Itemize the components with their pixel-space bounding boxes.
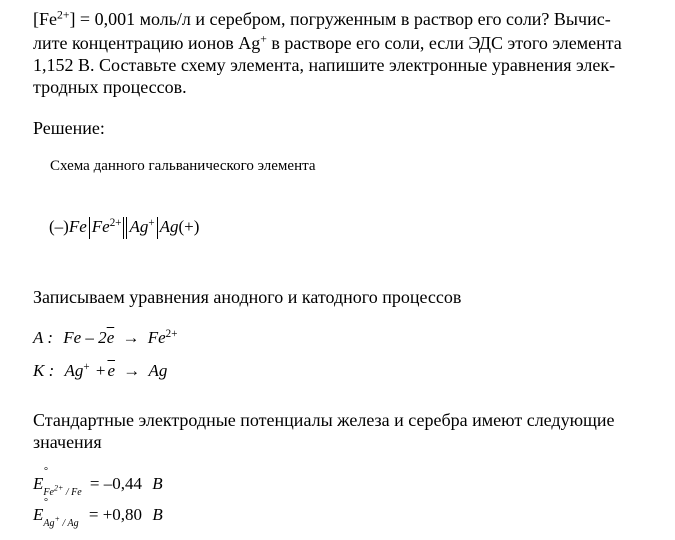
problem-line-2	[33, 32, 622, 54]
anode-sign: (–)	[49, 217, 69, 236]
problem-line-1-pre: [Fe	[33, 9, 57, 29]
potential-fe-degree: °	[44, 466, 48, 477]
potential-ag-sub-charge: +	[54, 514, 60, 524]
cathode-plus: +	[95, 361, 106, 380]
potentials-line-2: значения	[33, 432, 102, 452]
scheme-ion-fe-charge: 2+	[109, 216, 122, 229]
potential-ag-sub-rest: / Ag	[59, 518, 79, 529]
potential-ag-value: = +0,80	[88, 505, 143, 524]
scheme-metal-fe: Fe	[68, 217, 87, 236]
processes-heading: Записываем уравнения анодного и катодного процессов	[33, 287, 462, 307]
scheme-ion-ag: Ag	[129, 217, 149, 236]
potential-fe-value: = –0,44	[89, 474, 143, 493]
scheme-caption: Схема данного гальванического элемента	[50, 158, 316, 174]
ag-charge: +	[260, 32, 267, 46]
anode-electron: $\overline{e}$	[106, 328, 115, 347]
potentials-line-1: Стандартные электродные потенциалы железа и серебра имеют следующие	[33, 410, 615, 430]
salt-bridge	[123, 217, 127, 239]
problem-line-4: тродных процессов.	[33, 77, 187, 97]
potential-fe-unit: B	[152, 474, 163, 493]
fe-charge: 2+	[57, 8, 70, 22]
problem-line-2-pre: лите концентрацию ионов Ag	[33, 33, 261, 53]
problem-line-1	[33, 8, 611, 30]
cathode-equation	[33, 361, 167, 381]
scheme-ion-fe: Fe	[91, 217, 110, 236]
problem-line-3: 1,152 В. Составьте схему элемента, напишите электронные уравнения элек-	[33, 55, 616, 75]
cathode-label: K :	[33, 361, 55, 380]
potential-fe-sub-rest: / Fe	[63, 487, 82, 498]
potential-fe	[33, 466, 163, 498]
problem-line-1-post: ] = 0,001 моль/л и серебром, погруженным в раствор его соли? Вычис-	[69, 9, 611, 29]
cathode-arrow: →	[123, 361, 141, 380]
phase-boundary-2	[157, 217, 158, 239]
cathode-electron: $\overline{e}$	[107, 361, 116, 380]
anode-rhs-charge: 2+	[165, 327, 178, 340]
problem-line-2-post: в растворе его соли, если ЭДС этого элемента	[266, 33, 622, 53]
cathode-lhs-charge: +	[83, 360, 90, 373]
potential-ag-symbol: E	[33, 505, 44, 524]
potential-ag-unit: B	[152, 505, 163, 524]
anode-arrow: →	[122, 328, 140, 347]
potential-ag	[33, 497, 163, 529]
scheme-ion-ag-charge: +	[148, 216, 155, 229]
cell-scheme	[49, 217, 199, 239]
solution-heading: Решение:	[33, 118, 105, 138]
cathode-sign: (+)	[178, 217, 200, 236]
cathode-lhs: Ag	[64, 361, 84, 380]
potential-fe-sub-charge: 2+	[53, 483, 64, 493]
potential-fe-symbol: E	[33, 474, 44, 493]
anode-rhs: Fe	[147, 328, 166, 347]
potential-ag-sub-ion: Ag	[43, 518, 55, 529]
anode-label: A :	[33, 328, 53, 347]
phase-boundary	[89, 217, 90, 239]
anode-equation	[33, 328, 177, 348]
anode-lhs: Fe – 2	[63, 328, 107, 347]
potential-ag-degree: °	[44, 497, 48, 508]
scheme-metal-ag: Ag	[159, 217, 179, 236]
cathode-rhs: Ag	[148, 361, 168, 380]
potential-fe-sub-ion: Fe	[43, 487, 54, 498]
